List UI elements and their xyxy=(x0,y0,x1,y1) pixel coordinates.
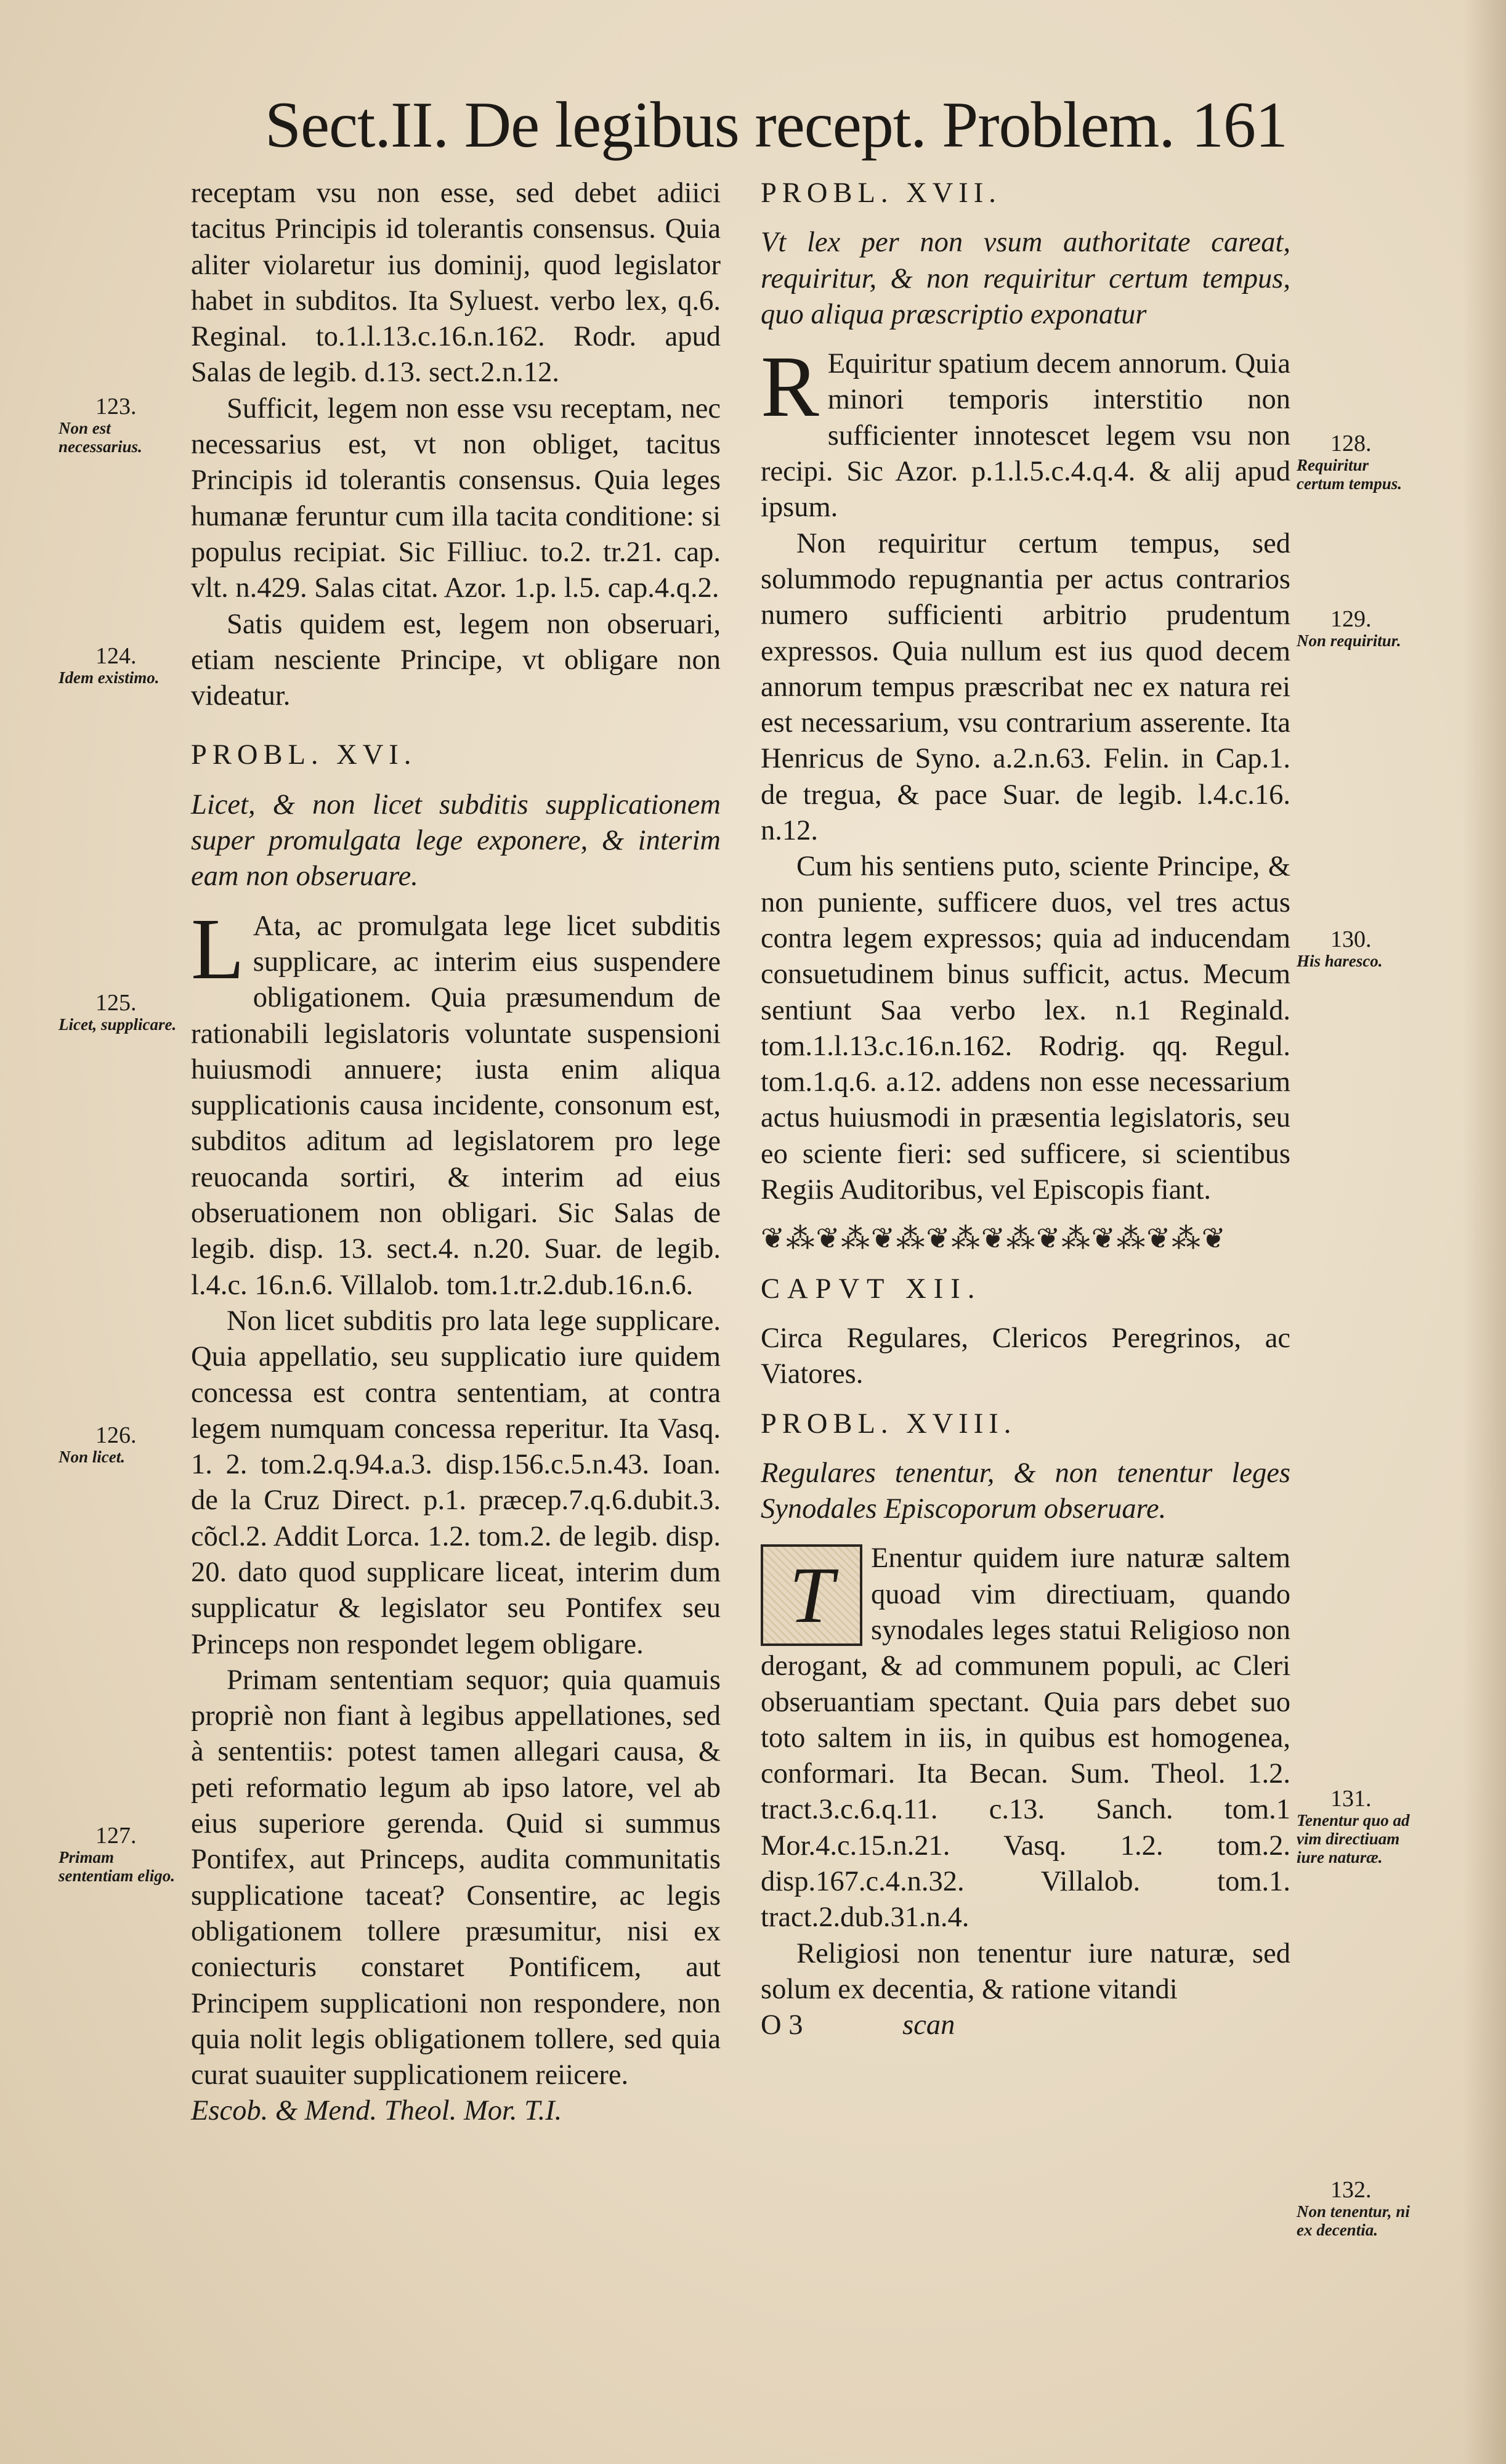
drop-cap: L xyxy=(191,899,245,997)
margin-note xyxy=(59,644,188,687)
decorated-initial-icon: T xyxy=(761,1544,862,1646)
margin-note-number: 124. xyxy=(95,643,137,669)
problem-title: Regulares tenentur, & non tenentur leges Synodales Episcoporum obseruare. xyxy=(761,1457,1290,1525)
margin-note-text: Idem existimo. xyxy=(59,668,160,687)
left-column xyxy=(191,176,721,2130)
paragraph xyxy=(191,899,721,1303)
margin-note xyxy=(59,1423,188,1466)
margin-note-text: Non est necessarius. xyxy=(59,419,142,456)
margin-note-number: 132. xyxy=(1330,2177,1372,2203)
margin-note-number: 128. xyxy=(1330,431,1372,456)
signature-mark: O 3 xyxy=(761,2009,803,2041)
paragraph: Religiosi non tenentur iure naturæ, sed solum ex decentia, & ratione vitandi xyxy=(761,1937,1290,2005)
margin-note xyxy=(59,991,188,1034)
running-head xyxy=(265,85,1287,165)
problem-heading: PROBL. XVI. xyxy=(191,739,417,771)
margin-note-number: 129. xyxy=(1330,606,1372,632)
chapter-heading: CAPVT XII. xyxy=(761,1273,982,1305)
margin-note-number: 126. xyxy=(95,1422,137,1448)
paragraph: Non licet subditis pro lata lege supplicare. Quia appellatio, seu supplicatio iure quidem concessa est contra sententiam, at contra legem numquam concessa reperitur. Ita Vasq. 1. 2. tom.2.q.94.a.3. disp.156.c.5.n.43. Ioan. de la Cruz Direct. p.1. præcep.7.q.6.dubit.3. cõcl.2. Addit Lorca. 1.2. tom.2. de legib. disp. 20. dato quod supplicare liceat, interim dum supplicatur & legislator seu Pontifex seu Princeps non respondet legem obligare. xyxy=(191,1305,721,1660)
paragraph-text: Enentur quidem iure naturæ saltem quoad vim directiuam, quando synodales leges statui Religioso non derogant, & ad communem populi, ac Cleri obseruantiam spectant. Quia pars debet suo toto saltem in iis, in quibus est homogenea, conformari. Ita Becan. Sum. Theol. 1.2. tract.3.c.6.q.11. c.13. Sanch. tom.1 Mor.4.c.15.n.21. Vasq. 1.2. tom.2. disp.167.c.4.n.32. Villalob. tom.1. tract.2.dub.31.n.4. xyxy=(761,1542,1290,1934)
paragraph: Non requiritur certum tempus, sed solummodo repugnantia per actus contrarios numero sufficienti arbitrio prudentum expressos. Quia nullum est ius quod decem annorum tempus præscribat nec ex natura rei est necessarium, vsu contrarium asserente. Ita Henricus de Syno. a.2.n.63. Felin. in Cap.1. de tregua, & pace Suar. de legib. l.4.c.16. n.12. xyxy=(761,527,1290,847)
margin-note xyxy=(1297,431,1420,493)
margin-note xyxy=(59,1823,188,1885)
paragraph xyxy=(761,1541,1290,1935)
page-number: 161 xyxy=(1191,89,1287,161)
paragraph xyxy=(761,338,1290,525)
paragraph-text: Equiritur spatium decem annorum. Quia minori temporis interstitio non sufficienter innotescet legem vsu non recipi. Sic Azor. p.1.l.5.c.4.q.4. & alij apud ipsum. xyxy=(761,348,1290,524)
problem-title: Vt lex per non vsum authoritate careat, requiritur, & non requiritur certum tempus, quo aliqua præscriptio exponatur xyxy=(761,227,1290,330)
problem-title: Licet, & non licet subditis supplicationem super promulgata lege exponere, & interim eam non obseruare. xyxy=(191,788,721,893)
margin-note-text: Tenentur quo ad vim directiuam iure naturæ. xyxy=(1297,1811,1410,1866)
margin-note-text: Non requiritur. xyxy=(1297,631,1401,650)
drop-cap: R xyxy=(761,338,819,436)
paragraph-text: Ata, ac promulgata lege licet subditis supplicare, ac interim eius suspendere obligationem. Quia præsumendum de rationabili legislatoris voluntate suspensioni huiusmodi annuere; iusta enim aliqua supplicationis causa incidente, consonum est, subditos aditum ad legislatorem pro lege reuocanda sortiri, & interim ad eius obseruationem non obligari. Sic Salas de legib. disp. 13. sect.4. n.20. Suar. de legib. l.4.c. 16.n.6. Villalob. tom.1.tr.2.dub.16.n.6. xyxy=(191,910,721,1301)
margin-note xyxy=(1297,1786,1420,1866)
margin-note xyxy=(1297,927,1420,970)
catch-line xyxy=(761,2008,1290,2043)
paragraph: Cum his sentiens puto, sciente Principe, & non puniente, sufficere duos, vel tres actus contra legem expressos; quia ad inducendam consuetudinem binus sufficit, actus. Mecum sentiunt Saa verbo lex. n.1 Reginald. tom.1.l.13.c.16.n.162. Rodrig. qq. Regul. tom.1.q.6. a.12. addens non esse necessarium actus huiusmodi in præsentia legislatoris, seu eo sciente fieri: sed sufficere, si scientibus Regiis Auditoribus, vel Episcopis fiant. xyxy=(761,851,1290,1206)
catchword: scan xyxy=(902,2009,955,2041)
margin-note-number: 131. xyxy=(1330,1786,1372,1812)
margin-note-number: 127. xyxy=(95,1823,137,1849)
margin-note-number: 123. xyxy=(95,394,137,419)
chapter-title: Circa Regulares, Clericos Peregrinos, ac Viatores. xyxy=(761,1322,1290,1390)
margin-note xyxy=(1297,2178,1420,2239)
paragraph: Satis quidem est, legem non obseruari, etiam nesciente Principe, vt obligare non videatur. xyxy=(191,608,721,712)
margin-note-text: Licet, supplicare. xyxy=(59,1015,177,1034)
paragraph: receptam vsu non esse, sed debet adiici tacitus Principis id tolerantis consensus. Quia aliter violaretur ius dominij, quod legislator habet in subditos. Ita Syluest. verbo lex, q.6. Reginal. to.1.l.13.c.16.n.162. Rodr. apud Salas de legib. d.13. sect.2.n.12. xyxy=(191,177,721,389)
catch-line: Escob. & Mend. Theol. Mor. T.I. xyxy=(191,2095,562,2127)
margin-note-text: Non licet. xyxy=(59,1448,125,1466)
running-title: Sect.II. De legibus recept. Problem. xyxy=(265,89,1175,161)
problem-heading: PROBL. XVIII. xyxy=(761,1408,1017,1440)
margin-note xyxy=(59,394,188,456)
margin-note-number: 130. xyxy=(1330,926,1372,952)
margin-note xyxy=(1297,607,1420,650)
margin-note-text: Non tenentur, ni ex decentia. xyxy=(1297,2202,1410,2239)
margin-note-number: 125. xyxy=(95,990,137,1016)
problem-heading: PROBL. XVII. xyxy=(761,177,1002,209)
page-edge-shadow xyxy=(1463,0,1506,2464)
paragraph: Sufficit, legem non esse vsu receptam, nec necessarius est, vt non obliget, tacitus Principis id tolerantis consensus. Quia leges humanæ feruntur cum illa tacita conditione: si populus recipiat. Sic Filliuc. to.2. tr.21. cap. vlt. n.429. Salas citat. Azor. 1.p. l.5. cap.4.q.2. xyxy=(191,392,721,604)
paragraph: Primam sententiam sequor; quia quamuis propriè non fiant à legibus appellationes, sed à sententiis: potest tamen allegari causa, & peti reformatio legum ab ipso latore, vel ab eius superiore gerenda. Quid si summus Pontifex, aut Princeps, audita communitatis supplicatione taceat? Consentire, ac legis obligationem tollere præsumitur, nisi ex coniecturis constaret Pontificem, aut Principem supplicationi non respondere, non quia nolit legis obligationem tollere, sed quia curat suauiter supplicationem reiicere. xyxy=(191,1664,721,2091)
ornament-band-icon: ❦⁂❦⁂❦⁂❦⁂❦⁂❦⁂❦⁂❦⁂❦ xyxy=(761,1223,1227,1255)
right-column xyxy=(761,176,1290,2044)
margin-note-text: Primam sententiam eligo. xyxy=(59,1848,175,1885)
margin-note-text: Requiritur certum tempus. xyxy=(1297,456,1403,493)
margin-note-text: His haresco. xyxy=(1297,952,1383,970)
